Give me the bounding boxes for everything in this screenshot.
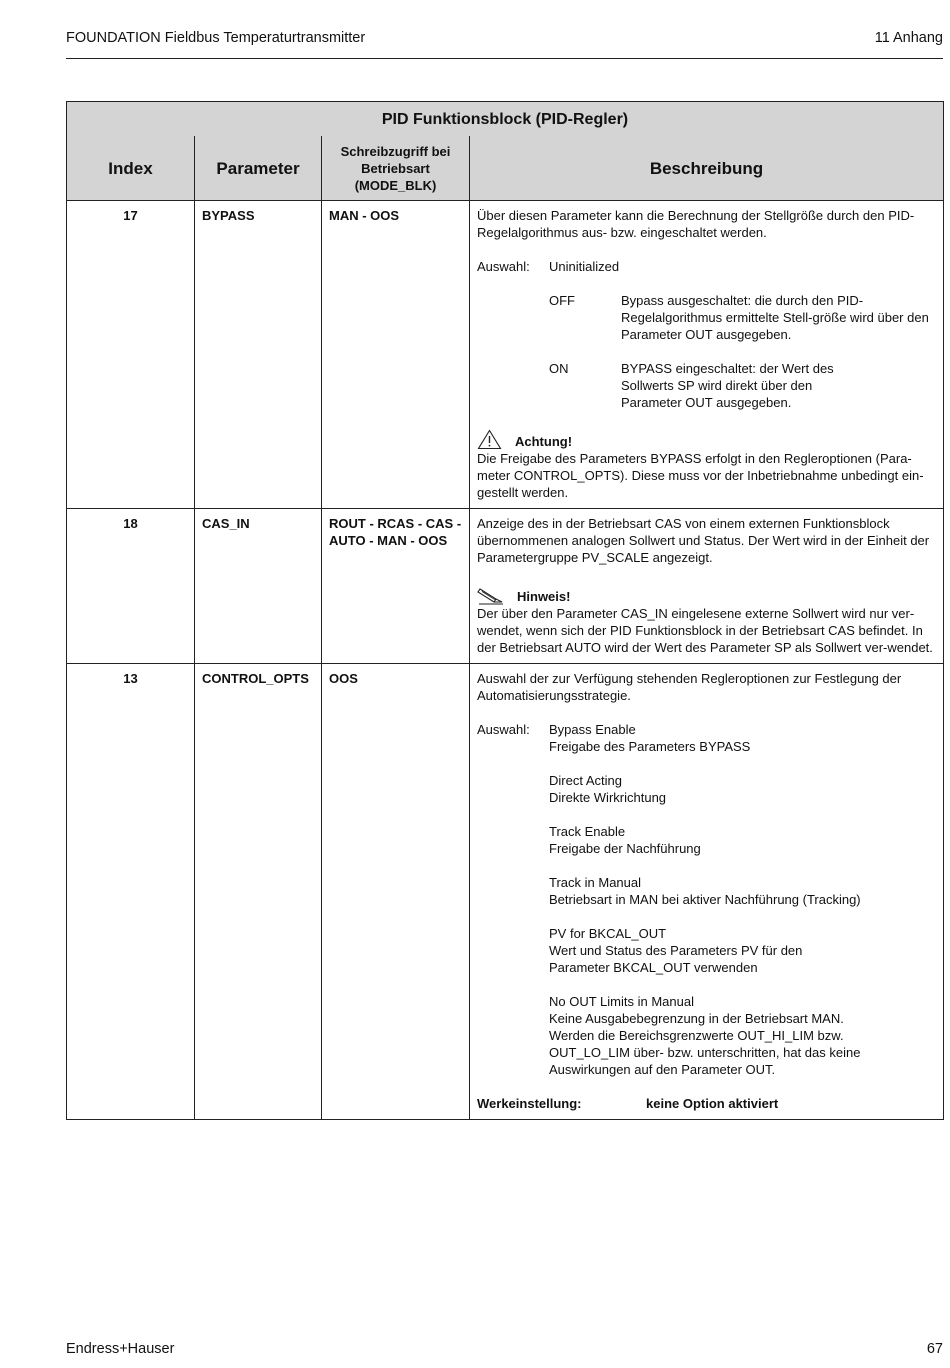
description-intro: Anzeige des in der Betriebsart CAS von einem externen Funktionsblock übernommenen analogen Sollwert und Status. Der Wert wird in der Einheit der Parametergruppe PV_SCALE angezeigt. — [477, 516, 930, 565]
warning-title: Achtung! — [515, 434, 573, 449]
row-mode: MAN - OOS — [322, 201, 470, 509]
row-mode: OOS — [322, 664, 470, 1120]
option-name: No OUT Limits in Manual — [549, 994, 694, 1009]
row-index: 13 — [67, 664, 195, 1120]
row-parameter: CAS_IN — [195, 509, 322, 664]
auswahl-label: Auswahl: — [477, 259, 530, 274]
option-desc-on: BYPASS eingeschaltet: der Wert des Sollwerts SP wird direkt über den Parameter OUT ausgegeben. — [621, 361, 834, 410]
parameter-table — [66, 101, 944, 1120]
pencil-note-icon — [477, 585, 504, 605]
description-intro: Über diesen Parameter kann die Berechnung der Stellgröße durch den PID-Regelalgorithmus aus- bzw. eingeschaltet werden. — [477, 208, 915, 240]
page-header — [66, 30, 943, 50]
row-description — [470, 509, 944, 664]
auswahl-label: Auswahl: — [477, 722, 530, 737]
row-parameter: BYPASS — [195, 201, 322, 509]
option-key-on: ON — [549, 361, 569, 376]
column-header-description: Beschreibung — [470, 136, 944, 201]
table-row — [67, 664, 944, 1120]
row-parameter: CONTROL_OPTS — [195, 664, 322, 1120]
option-desc: Wert und Status des Parameters PV für den Parameter BKCAL_OUT verwenden — [549, 943, 803, 975]
mode-header-line3: (MODE_BLK) — [354, 177, 437, 193]
column-header-index: Index — [67, 136, 195, 201]
option-name: Track in Manual — [549, 875, 641, 890]
option-desc: Keine Ausgabebegrenzung in der Betriebsart MAN. Werden die Bereichsgrenzwerte OUT_HI_LIM bzw. OUT_LO_LIM über- bzw. unterschritten, hat das keine Auswirkungen auf den Parameter OUT. — [549, 1011, 861, 1077]
mode-header-line1: Schreibzugriff bei — [340, 143, 451, 159]
column-header-mode — [322, 136, 470, 201]
note-title: Hinweis! — [517, 589, 571, 604]
option-desc: Freigabe der Nachführung — [549, 841, 701, 856]
table-row — [67, 509, 944, 664]
option-desc: Freigabe des Parameters BYPASS — [549, 739, 751, 754]
default-label: Werkeinstellung: — [477, 1096, 582, 1111]
option-name: Bypass Enable — [549, 722, 636, 737]
row-mode — [322, 509, 470, 664]
mode-line1: ROUT - RCAS - CAS - — [329, 516, 462, 531]
column-header-parameter: Parameter — [195, 136, 322, 201]
option-name: Track Enable — [549, 824, 626, 839]
mode-header-line2: Betriebsart — [361, 160, 430, 176]
row-description — [470, 664, 944, 1120]
option-desc-off: Bypass ausgeschaltet: die durch den PID-Regelalgorithmus ermittelte Stell-größe wird über den Parameter OUT ausgegeben. — [621, 293, 929, 342]
option-key-off: OFF — [549, 293, 575, 308]
header-title: FOUNDATION Fieldbus Temperaturtransmitter — [66, 30, 366, 46]
warning-text: Die Freigabe des Parameters BYPASS erfolgt in den Regleroptionen (Para-meter CONTROL_OPTS). Diese muss vor der Inbetriebnahme unbedingt ein-gestellt werden. — [477, 451, 924, 500]
header-chapter: 11 Anhang — [874, 30, 943, 46]
row-description — [470, 201, 944, 509]
option-name: Direct Acting — [549, 773, 622, 788]
note-text: Der über den Parameter CAS_IN eingelesene externe Sollwert wird nur ver-wendet, wenn sich der PID Funktionsblock in der Betriebsart CAS befindet. In der Betriebsart AUTO wird der Wert des Parameter SP als Sollwert ver-wendet. — [477, 606, 933, 655]
warning-triangle-icon — [477, 429, 502, 450]
option-desc: Betriebsart in MAN bei aktiver Nachführung (Tracking) — [549, 892, 861, 907]
description-intro: Auswahl der zur Verfügung stehenden Regleroptionen zur Festlegung der Automatisierungsstrategie. — [477, 671, 902, 703]
row-index: 18 — [67, 509, 195, 664]
page-number: 67 — [926, 1341, 943, 1357]
table-row — [67, 201, 944, 509]
header-rule — [66, 58, 943, 59]
row-index: 17 — [67, 201, 195, 509]
footer-brand: Endress+Hauser — [66, 1341, 175, 1357]
option-name: PV for BKCAL_OUT — [549, 926, 667, 941]
table-title: PID Funktionsblock (PID-Regler) — [67, 102, 944, 137]
mode-line2: AUTO - MAN - OOS — [329, 533, 448, 548]
default-value: keine Option aktiviert — [646, 1096, 779, 1111]
auswahl-value: Uninitialized — [549, 259, 620, 274]
option-desc: Direkte Wirkrichtung — [549, 790, 667, 805]
